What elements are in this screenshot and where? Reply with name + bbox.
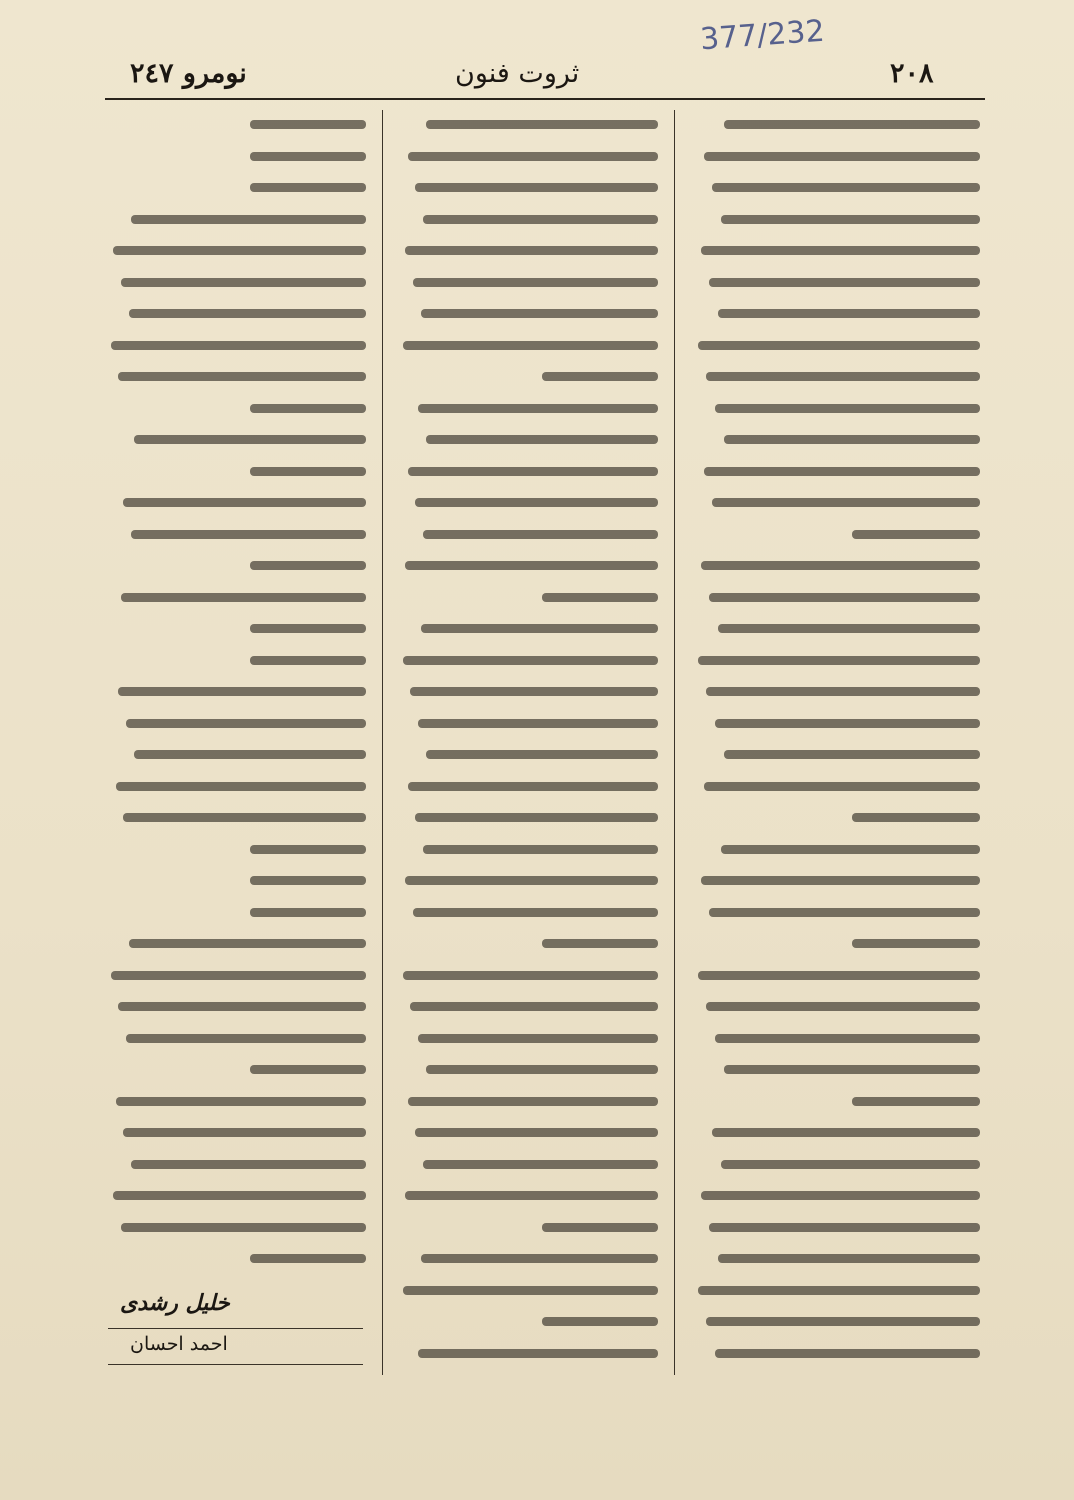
text-line-placeholder bbox=[250, 561, 366, 570]
header-rule bbox=[105, 98, 985, 100]
text-line-placeholder bbox=[721, 845, 980, 854]
issue-label: نومرو ٢٤٧ bbox=[130, 58, 247, 89]
text-line-placeholder bbox=[421, 309, 658, 318]
text-line-placeholder bbox=[250, 845, 366, 854]
text-line-placeholder bbox=[423, 1160, 658, 1169]
text-line-placeholder bbox=[704, 782, 980, 791]
text-line-placeholder bbox=[709, 1223, 980, 1232]
text-line-placeholder bbox=[709, 278, 980, 287]
text-line-placeholder bbox=[709, 908, 980, 917]
text-line-placeholder bbox=[715, 1034, 980, 1043]
text-line-placeholder bbox=[698, 971, 980, 980]
text-line-placeholder bbox=[129, 309, 366, 318]
text-line-placeholder bbox=[715, 1349, 980, 1358]
text-line-placeholder bbox=[131, 215, 366, 224]
text-line-placeholder bbox=[134, 435, 366, 444]
text-line-placeholder bbox=[123, 1128, 366, 1137]
text-line-placeholder bbox=[423, 845, 658, 854]
column-divider bbox=[674, 110, 675, 1375]
text-line-placeholder bbox=[715, 719, 980, 728]
text-line-placeholder bbox=[718, 1254, 980, 1263]
text-line-placeholder bbox=[706, 687, 980, 696]
text-line-placeholder bbox=[121, 593, 366, 602]
text-line-placeholder bbox=[724, 435, 981, 444]
text-line-placeholder bbox=[410, 1002, 658, 1011]
text-line-placeholder bbox=[413, 278, 658, 287]
text-line-placeholder bbox=[408, 467, 658, 476]
text-line-placeholder bbox=[426, 750, 658, 759]
text-line-placeholder bbox=[410, 687, 658, 696]
text-line-placeholder bbox=[250, 152, 366, 161]
text-line-placeholder bbox=[706, 1317, 980, 1326]
text-line-placeholder bbox=[542, 372, 658, 381]
text-line-placeholder bbox=[418, 1349, 658, 1358]
text-line-placeholder bbox=[542, 1223, 658, 1232]
text-line-placeholder bbox=[852, 530, 980, 539]
text-line-placeholder bbox=[111, 341, 366, 350]
text-line-placeholder bbox=[250, 183, 366, 192]
text-line-placeholder bbox=[704, 467, 980, 476]
text-line-placeholder bbox=[250, 467, 366, 476]
text-line-placeholder bbox=[706, 372, 980, 381]
author-signature: خليل رشدى bbox=[120, 1290, 230, 1316]
text-line-placeholder bbox=[131, 1160, 366, 1169]
text-line-placeholder bbox=[718, 309, 980, 318]
text-line-placeholder bbox=[423, 215, 658, 224]
text-line-placeholder bbox=[418, 719, 658, 728]
archive-pencil-annotation: 377/232 bbox=[698, 13, 826, 58]
text-line-placeholder bbox=[121, 1223, 366, 1232]
text-line-placeholder bbox=[715, 404, 980, 413]
text-line-placeholder bbox=[126, 1034, 366, 1043]
text-line-placeholder bbox=[123, 813, 366, 822]
signature-rule bbox=[108, 1364, 363, 1365]
page-number: ٢٠٨ bbox=[890, 58, 934, 89]
text-line-placeholder bbox=[118, 372, 366, 381]
text-line-placeholder bbox=[111, 971, 366, 980]
text-line-placeholder bbox=[403, 1286, 658, 1295]
text-line-placeholder bbox=[721, 1160, 980, 1169]
text-line-placeholder bbox=[709, 593, 980, 602]
running-title: ثروت فنون bbox=[455, 58, 580, 89]
text-line-placeholder bbox=[701, 876, 980, 885]
text-line-placeholder bbox=[113, 1191, 366, 1200]
text-line-placeholder bbox=[250, 876, 366, 885]
text-line-placeholder bbox=[403, 341, 658, 350]
text-line-placeholder bbox=[129, 939, 366, 948]
text-line-placeholder bbox=[418, 1034, 658, 1043]
text-line-placeholder bbox=[421, 1254, 658, 1263]
text-line-placeholder bbox=[408, 152, 658, 161]
text-line-placeholder bbox=[852, 813, 980, 822]
translator-credit: احمد احسان bbox=[130, 1333, 228, 1355]
text-line-placeholder bbox=[116, 782, 366, 791]
text-line-placeholder bbox=[118, 1002, 366, 1011]
text-line-placeholder bbox=[134, 750, 366, 759]
text-line-placeholder bbox=[131, 530, 366, 539]
text-line-placeholder bbox=[113, 246, 366, 255]
text-line-placeholder bbox=[123, 498, 366, 507]
text-line-placeholder bbox=[724, 1065, 981, 1074]
text-line-placeholder bbox=[116, 1097, 366, 1106]
text-line-placeholder bbox=[542, 939, 658, 948]
text-line-placeholder bbox=[250, 656, 366, 665]
text-line-placeholder bbox=[426, 1065, 658, 1074]
text-line-placeholder bbox=[250, 120, 366, 129]
text-line-placeholder bbox=[426, 120, 658, 129]
text-line-placeholder bbox=[403, 971, 658, 980]
text-line-placeholder bbox=[712, 183, 980, 192]
text-line-placeholder bbox=[421, 624, 658, 633]
text-line-placeholder bbox=[718, 624, 980, 633]
text-line-placeholder bbox=[852, 1097, 980, 1106]
text-line-placeholder bbox=[250, 624, 366, 633]
text-line-placeholder bbox=[250, 1065, 366, 1074]
text-line-placeholder bbox=[121, 278, 366, 287]
text-line-placeholder bbox=[250, 404, 366, 413]
text-line-placeholder bbox=[698, 656, 980, 665]
text-line-placeholder bbox=[250, 908, 366, 917]
text-line-placeholder bbox=[423, 530, 658, 539]
text-line-placeholder bbox=[250, 1254, 366, 1263]
text-line-placeholder bbox=[405, 1191, 658, 1200]
text-line-placeholder bbox=[426, 435, 658, 444]
text-line-placeholder bbox=[413, 908, 658, 917]
text-line-placeholder bbox=[706, 1002, 980, 1011]
text-line-placeholder bbox=[724, 750, 981, 759]
text-line-placeholder bbox=[405, 561, 658, 570]
text-line-placeholder bbox=[724, 120, 981, 129]
text-line-placeholder bbox=[698, 1286, 980, 1295]
text-line-placeholder bbox=[698, 341, 980, 350]
text-line-placeholder bbox=[118, 687, 366, 696]
text-line-placeholder bbox=[415, 1128, 658, 1137]
signature-rule bbox=[108, 1328, 363, 1329]
text-line-placeholder bbox=[405, 246, 658, 255]
text-line-placeholder bbox=[415, 813, 658, 822]
text-line-placeholder bbox=[701, 1191, 980, 1200]
text-line-placeholder bbox=[852, 939, 980, 948]
text-line-placeholder bbox=[542, 1317, 658, 1326]
text-line-placeholder bbox=[712, 498, 980, 507]
text-line-placeholder bbox=[403, 656, 658, 665]
text-line-placeholder bbox=[701, 561, 980, 570]
text-line-placeholder bbox=[418, 404, 658, 413]
text-line-placeholder bbox=[542, 593, 658, 602]
text-line-placeholder bbox=[415, 183, 658, 192]
text-line-placeholder bbox=[701, 246, 980, 255]
text-line-placeholder bbox=[405, 876, 658, 885]
text-line-placeholder bbox=[408, 782, 658, 791]
text-line-placeholder bbox=[704, 152, 980, 161]
column-divider bbox=[382, 110, 383, 1375]
text-line-placeholder bbox=[408, 1097, 658, 1106]
text-line-placeholder bbox=[126, 719, 366, 728]
text-line-placeholder bbox=[415, 498, 658, 507]
text-line-placeholder bbox=[712, 1128, 980, 1137]
text-line-placeholder bbox=[721, 215, 980, 224]
